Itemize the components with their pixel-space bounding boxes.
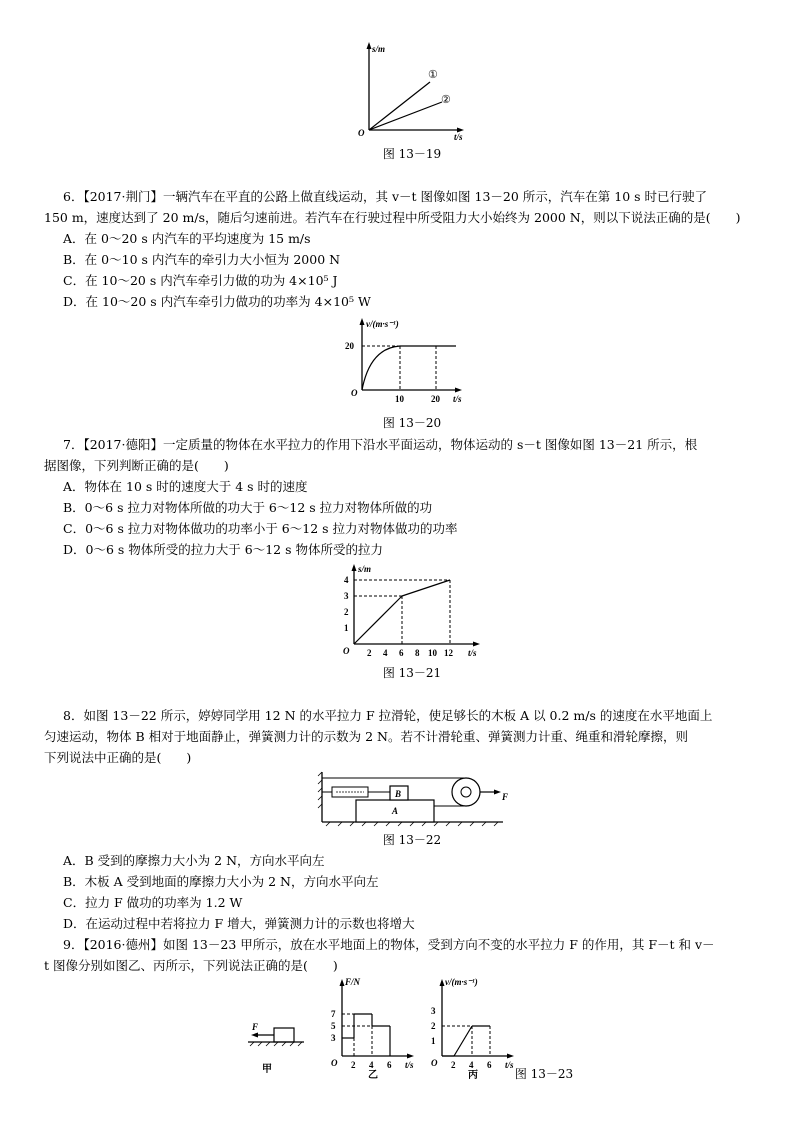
q8-option-d: D．在运动过程中若将拉力 F 增大，弹簧测力计的示数也将增大 [63,916,415,931]
fig19-origin: O [358,128,365,138]
q7-option-b: B．0～6 s 拉力对物体所做的功大于 6～12 s 拉力对物体所做的功 [63,500,433,515]
fig23-yi-x-tick: 2 [351,1060,356,1070]
fig21-y-tick: 2 [344,607,349,617]
fig20-x-tick: 20 [431,394,440,404]
q8-option-c: C．拉力 F 做功的功率为 1.2 W [63,895,243,910]
fig20-xlabel: t/s [453,394,462,404]
figure-13-23-bing [424,974,520,1081]
fig23-bing-ylabel: v/(m·s⁻¹) [445,977,478,987]
q8-options [44,850,764,934]
fig21-y-tick: 3 [344,591,349,601]
q6-option-d: D．在 10～20 s 内汽车牵引力做功的功率为 4×10⁵ W [63,294,371,309]
fig23-caption: 图 13－23 [514,1067,574,1081]
fig23-bing-x-tick: 6 [487,1060,492,1070]
fig22-caption: 图 13－22 [382,833,442,847]
fig19-ylabel: s/m [372,44,386,54]
fig23-bing-origin: O [431,1058,438,1068]
q8-line2: 匀速运动，物体 B 相对于地面静止，弹簧测力计的示数为 2 N。若不计滑轮重、弹簧测力计重、绳重和滑轮摩擦，则 [44,729,688,744]
fig21-y-tick: 1 [344,623,349,633]
fig21-caption: 图 13－21 [382,666,442,680]
q6-option-a: A．在 0～20 s 内汽车的平均速度为 15 m/s [63,231,311,246]
q7-option-d: D．0～6 s 物体所受的拉力大于 6～12 s 物体所受的拉力 [63,542,383,557]
question-6 [44,186,764,312]
fig21-xlabel: t/s [468,648,477,658]
q8-option-a: A．B 受到的摩擦力大小为 2 N，方向水平向左 [63,853,325,868]
fig21-x-tick: 2 [367,648,372,658]
fig20-origin: O [351,388,358,398]
fig23-bing-y-tick: 1 [431,1036,436,1046]
fig19-caption: 图 13－19 [382,147,442,161]
fig23-bing-y-tick: 2 [431,1021,436,1031]
fig21-x-tick: 8 [415,648,420,658]
q9-line1: 9．【2016·德州】如图 13－23 甲所示，放在水平地面上的物体，受到方向不变的水平拉力 F 的作用，其 F－t 和 v－ [63,937,715,952]
figure-13-21 [340,562,490,660]
figure-13-23-jia [248,1022,308,1078]
fig19-line2-label: ② [441,94,451,106]
fig21-origin: O [343,646,350,656]
q8-line1: 8．如图 13－22 所示，婷婷同学用 12 N 的水平拉力 F 拉滑轮，使足够长的木板 A 以 0.2 m/s 的速度在水平地面上 [63,708,713,723]
fig23-yi-x-tick: 6 [387,1060,392,1070]
q8-option-b: B．木板 A 受到地面的摩擦力大小为 2 N，方向水平向左 [63,874,379,889]
question-9 [44,934,764,976]
q7-line1: 7．【2017·德阳】一定质量的物体在水平拉力的作用下沿水平面运动，物体运动的 s－t 图像如图 13－21 所示，根 [63,437,698,452]
fig23-yi-x-tick: 4 [369,1060,374,1070]
fig23-jia-label-f: F [252,1022,259,1032]
figure-13-22 [318,770,518,826]
fig23-yi-y-tick: 5 [331,1021,336,1031]
fig23-jia-caption: 甲 [262,1064,272,1075]
fig20-ylabel: v/(m·s⁻¹) [366,319,399,329]
fig23-yi-y-tick: 7 [331,1009,336,1019]
fig21-x-tick: 6 [399,648,404,658]
q7-line2: 据图像，下列判断正确的是( ) [44,458,229,473]
fig21-x-tick: 12 [444,648,453,658]
fig20-x-tick: 10 [395,394,404,404]
fig23-bing-caption: 丙 [468,1070,478,1081]
q6-option-c: C．在 10～20 s 内汽车牵引力做的功为 4×10⁵ J [63,273,338,288]
fig19-xlabel: t/s [454,132,463,142]
q7-option-a: A．物体在 10 s 时的速度大于 4 s 时的速度 [63,479,308,494]
fig21-x-tick: 4 [383,648,388,658]
fig23-yi-caption: 乙 [368,1070,378,1081]
fig21-y-tick: 4 [344,575,349,585]
figure-13-23-yi [326,974,418,1081]
q8-line3: 下列说法中正确的是( ) [44,750,192,765]
fig23-bing-y-tick: 3 [431,1006,436,1016]
fig23-bing-x-tick: 4 [469,1060,474,1070]
figure-13-20 [340,316,470,408]
fig20-y-tick: 20 [345,341,354,351]
q9-line2: t 图像分别如图乙、丙所示，下列说法正确的是( ) [44,958,338,973]
fig22-label-f: F [502,792,509,802]
q6-option-b: B．在 0～10 s 内汽车的牵引力大小恒为 2000 N [63,252,341,267]
fig23-yi-y-tick: 3 [331,1033,336,1043]
figure-13-19 [350,40,480,140]
fig23-yi-origin: O [331,1058,338,1068]
fig23-bing-x-tick: 2 [451,1060,456,1070]
fig21-x-tick: 10 [428,648,437,658]
fig22-label-b: B [395,789,402,799]
q6-line1: 6．【2017·荆门】一辆汽车在平直的公路上做直线运动，其 v－t 图像如图 13－20 所示，汽车在第 10 s 时已行驶了 [63,189,708,204]
q7-option-c: C．0～6 s 拉力对物体做功的功率小于 6～12 s 拉力对物体做功的功率 [63,521,458,536]
fig20-caption: 图 13－20 [382,416,442,430]
fig23-yi-ylabel: F/N [345,977,361,987]
question-7 [44,434,764,560]
q6-line2: 150 m，速度达到了 20 m/s，随后匀速前进。若汽车在行驶过程中所受阻力大小始终为 2000 N，则以下说法正确的是( ) [44,210,741,225]
fig21-ylabel: s/m [358,564,372,574]
fig23-bing-xlabel: t/s [505,1060,514,1070]
fig19-line1-label: ① [428,69,438,81]
question-8 [44,705,764,768]
fig23-yi-xlabel: t/s [405,1060,414,1070]
fig22-label-a: A [392,806,399,816]
